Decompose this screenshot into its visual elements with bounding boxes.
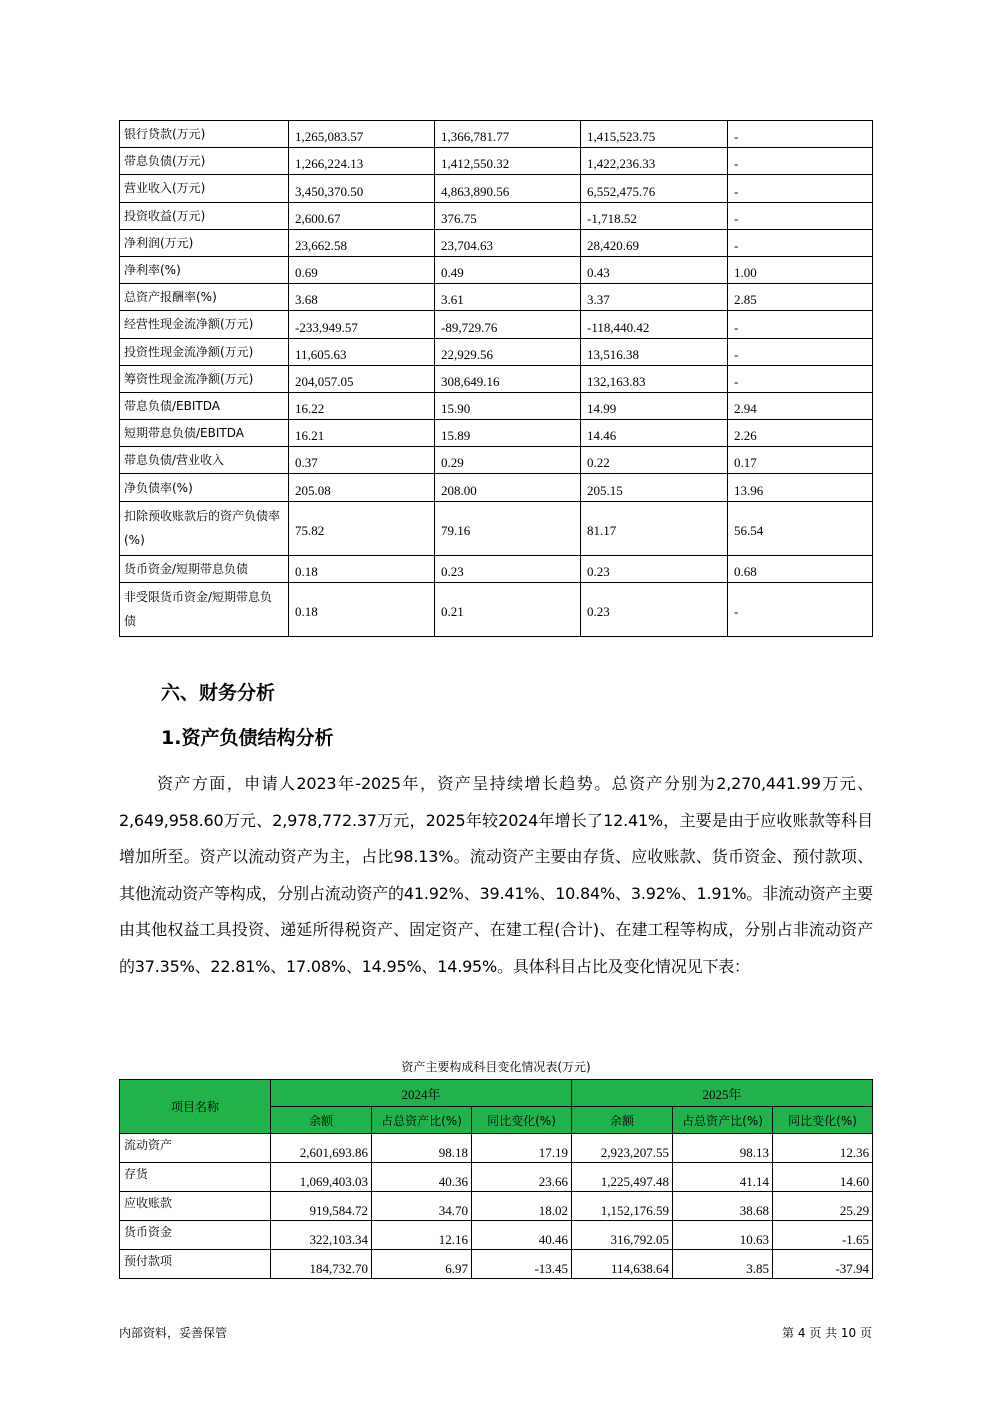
footer-page-number: 第 4 页 共 10 页 [782,1326,872,1340]
indicator-value: 2,600.67 [289,202,435,229]
indicator-value: 1,415,523.75 [581,121,728,148]
indicator-value: 0.22 [581,447,728,474]
item-value: 40.36 [372,1163,472,1192]
indicator-value: 0.68 [728,555,873,582]
indicator-value: 308,649.16 [435,365,581,392]
item-value: 2,601,693.86 [271,1134,372,1163]
item-name: 货币资金 [120,1221,271,1250]
table-row [120,256,873,283]
item-value: 919,584.72 [271,1192,372,1221]
indicator-value: 16.21 [289,420,435,447]
table-row [120,582,873,636]
table-row [120,420,873,447]
indicator-value: 0.69 [289,256,435,283]
indicator-value: - [728,582,873,636]
indicator-value: - [728,229,873,256]
indicator-value: 14.46 [581,420,728,447]
indicator-value: -89,729.76 [435,311,581,338]
item-value: -37.94 [773,1250,873,1279]
table-row [120,365,873,392]
item-name: 应收账款 [120,1192,271,1221]
indicator-value: 11,605.63 [289,338,435,365]
table-row [120,229,873,256]
item-value: 12.36 [773,1134,873,1163]
sub-header: 余额 [572,1107,673,1134]
sub-header: 余额 [271,1107,372,1134]
item-value: 322,103.34 [271,1221,372,1250]
year-2024-header: 2024年 [271,1080,572,1107]
indicator-value: 6,552,475.76 [581,175,728,202]
indicator-value: 2.85 [728,284,873,311]
item-value: 40.46 [472,1221,572,1250]
item-value: 10.63 [673,1221,773,1250]
indicator-value: 0.29 [435,447,581,474]
item-value: 25.29 [773,1192,873,1221]
table-row [120,1221,873,1250]
indicator-label: 货币资金/短期带息负债 [120,555,289,582]
indicator-label: 带息负债/EBITDA [120,392,289,419]
table-row [120,311,873,338]
indicator-value: -1,718.52 [581,202,728,229]
indicator-value: 1,422,236.33 [581,148,728,175]
indicator-label: 营业收入(万元) [120,175,289,202]
financial-indicators-table [119,120,873,637]
table-row [120,1250,873,1279]
item-value: 3.85 [673,1250,773,1279]
analysis-paragraph: 资产方面，申请人2023年-2025年，资产呈持续增长趋势。总资产分别为2,270,441.99万元、2,649,958.60万元、2,978,772.37万元，2025年较2024年增长了12.41%，主要是由于应收账款等科目增加所至。资产以流动资产为主，占比98.13%。流动资产主要由存货、应收账款、货币资金、预付款项、其他流动资产等构成，分别占流动资产的41.92%、39.41%、10.84%、3.92%、1.91%。非流动资产主要由其他权益工具投资、递延所得税资产、固定资产、在建工程(合计)、在建工程等构成，分别占非流动资产的37.35%、22.81%、17.08%、14.95%、14.95%。具体科目占比及变化情况见下表： [119,774,873,976]
indicator-value: 23,662.58 [289,229,435,256]
indicator-value: -118,440.42 [581,311,728,338]
indicator-value: 13,516.38 [581,338,728,365]
table-row [120,474,873,501]
table-row [120,1163,873,1192]
indicator-value: 14.99 [581,392,728,419]
table-row [120,121,873,148]
indicator-value: 0.23 [435,555,581,582]
year-2025-header: 2025年 [572,1080,873,1107]
indicator-value: 3,450,370.50 [289,175,435,202]
indicator-value: 3.37 [581,284,728,311]
indicator-value: 1,412,550.32 [435,148,581,175]
indicator-label: 带息负债/营业收入 [120,447,289,474]
item-value: 41.14 [673,1163,773,1192]
section-title: 六、财务分析 [161,682,276,704]
indicator-label: 净负债率(%) [120,474,289,501]
sub-header: 同比变化(%) [773,1107,873,1134]
indicator-label: 净利润(万元) [120,229,289,256]
indicator-value: 0.17 [728,447,873,474]
indicator-value: 0.23 [581,582,728,636]
indicator-value: 79.16 [435,501,581,555]
indicator-value: 208.00 [435,474,581,501]
table-row [120,501,873,555]
indicator-label: 投资收益(万元) [120,202,289,229]
indicator-value: 0.49 [435,256,581,283]
table-row [120,175,873,202]
item-value: -1.65 [773,1221,873,1250]
item-value: 6.97 [372,1250,472,1279]
item-value: 38.68 [673,1192,773,1221]
indicator-value: - [728,202,873,229]
indicator-value: 0.21 [435,582,581,636]
indicator-value: 205.15 [581,474,728,501]
indicator-value: 81.17 [581,501,728,555]
item-name: 流动资产 [120,1134,271,1163]
table-row [120,148,873,175]
item-value: 17.19 [472,1134,572,1163]
subsection-title: 1.资产负债结构分析 [161,727,334,749]
indicator-label: 非受限货币资金/短期带息负债 [120,582,289,636]
table-row [120,447,873,474]
indicator-value: 1,266,224.13 [289,148,435,175]
indicator-value: 0.18 [289,555,435,582]
table-caption: 资产主要构成科目变化情况表(万元) [401,1060,591,1074]
indicator-label: 总资产报酬率(%) [120,284,289,311]
sub-header: 占总资产比(%) [673,1107,773,1134]
indicator-value: 2.94 [728,392,873,419]
asset-composition-table [119,1079,873,1279]
table-row [120,1192,873,1221]
item-value: 1,225,497.48 [572,1163,673,1192]
indicator-value: 1.00 [728,256,873,283]
table-row [120,202,873,229]
indicator-value: 3.68 [289,284,435,311]
sub-header: 同比变化(%) [472,1107,572,1134]
indicator-label: 筹资性现金流净额(万元) [120,365,289,392]
item-name: 存货 [120,1163,271,1192]
indicator-value: 205.08 [289,474,435,501]
table-row [120,338,873,365]
indicator-value: 1,265,083.57 [289,121,435,148]
indicator-label: 净利率(%) [120,256,289,283]
item-value: 316,792.05 [572,1221,673,1250]
item-value: 14.60 [773,1163,873,1192]
indicator-value: -233,949.57 [289,311,435,338]
item-value: -13.45 [472,1250,572,1279]
indicator-value: 28,420.69 [581,229,728,256]
footer-confidential: 内部资料，妥善保管 [119,1326,228,1340]
item-value: 34.70 [372,1192,472,1221]
item-value: 98.13 [673,1134,773,1163]
indicator-label: 银行贷款(万元) [120,121,289,148]
item-value: 98.18 [372,1134,472,1163]
indicator-value: - [728,121,873,148]
col-item-name: 项目名称 [120,1080,271,1134]
item-value: 184,732.70 [271,1250,372,1279]
indicator-label: 投资性现金流净额(万元) [120,338,289,365]
indicator-label: 经营性现金流净额(万元) [120,311,289,338]
table-row [120,392,873,419]
indicator-value: - [728,175,873,202]
item-value: 18.02 [472,1192,572,1221]
item-value: 12.16 [372,1221,472,1250]
item-value: 23.66 [472,1163,572,1192]
indicator-value: 15.89 [435,420,581,447]
indicator-value: 1,366,781.77 [435,121,581,148]
indicator-value: 204,057.05 [289,365,435,392]
indicator-value: 0.18 [289,582,435,636]
indicator-label: 扣除预收账款后的资产负债率(%) [120,501,289,555]
indicator-value: 56.54 [728,501,873,555]
indicator-value: 22,929.56 [435,338,581,365]
indicator-value: 376.75 [435,202,581,229]
indicator-label: 短期带息负债/EBITDA [120,420,289,447]
indicator-value: 13.96 [728,474,873,501]
indicator-value: 23,704.63 [435,229,581,256]
indicator-value: 0.43 [581,256,728,283]
indicator-value: - [728,311,873,338]
indicator-label: 带息负债(万元) [120,148,289,175]
item-name: 预付款项 [120,1250,271,1279]
indicator-value: 3.61 [435,284,581,311]
indicator-value: - [728,338,873,365]
table-row [120,555,873,582]
sub-header: 占总资产比(%) [372,1107,472,1134]
table-row [120,284,873,311]
indicator-value: 2.26 [728,420,873,447]
indicator-value: 0.37 [289,447,435,474]
item-value: 1,152,176.59 [572,1192,673,1221]
indicator-value: 4,863,890.56 [435,175,581,202]
indicator-value: 15.90 [435,392,581,419]
indicator-value: 16.22 [289,392,435,419]
item-value: 1,069,403.03 [271,1163,372,1192]
indicator-value: 75.82 [289,501,435,555]
item-value: 114,638.64 [572,1250,673,1279]
item-value: 2,923,207.55 [572,1134,673,1163]
table-row [120,1134,873,1163]
indicator-value: 132,163.83 [581,365,728,392]
indicator-value: - [728,365,873,392]
indicator-value: 0.23 [581,555,728,582]
indicator-value: - [728,148,873,175]
